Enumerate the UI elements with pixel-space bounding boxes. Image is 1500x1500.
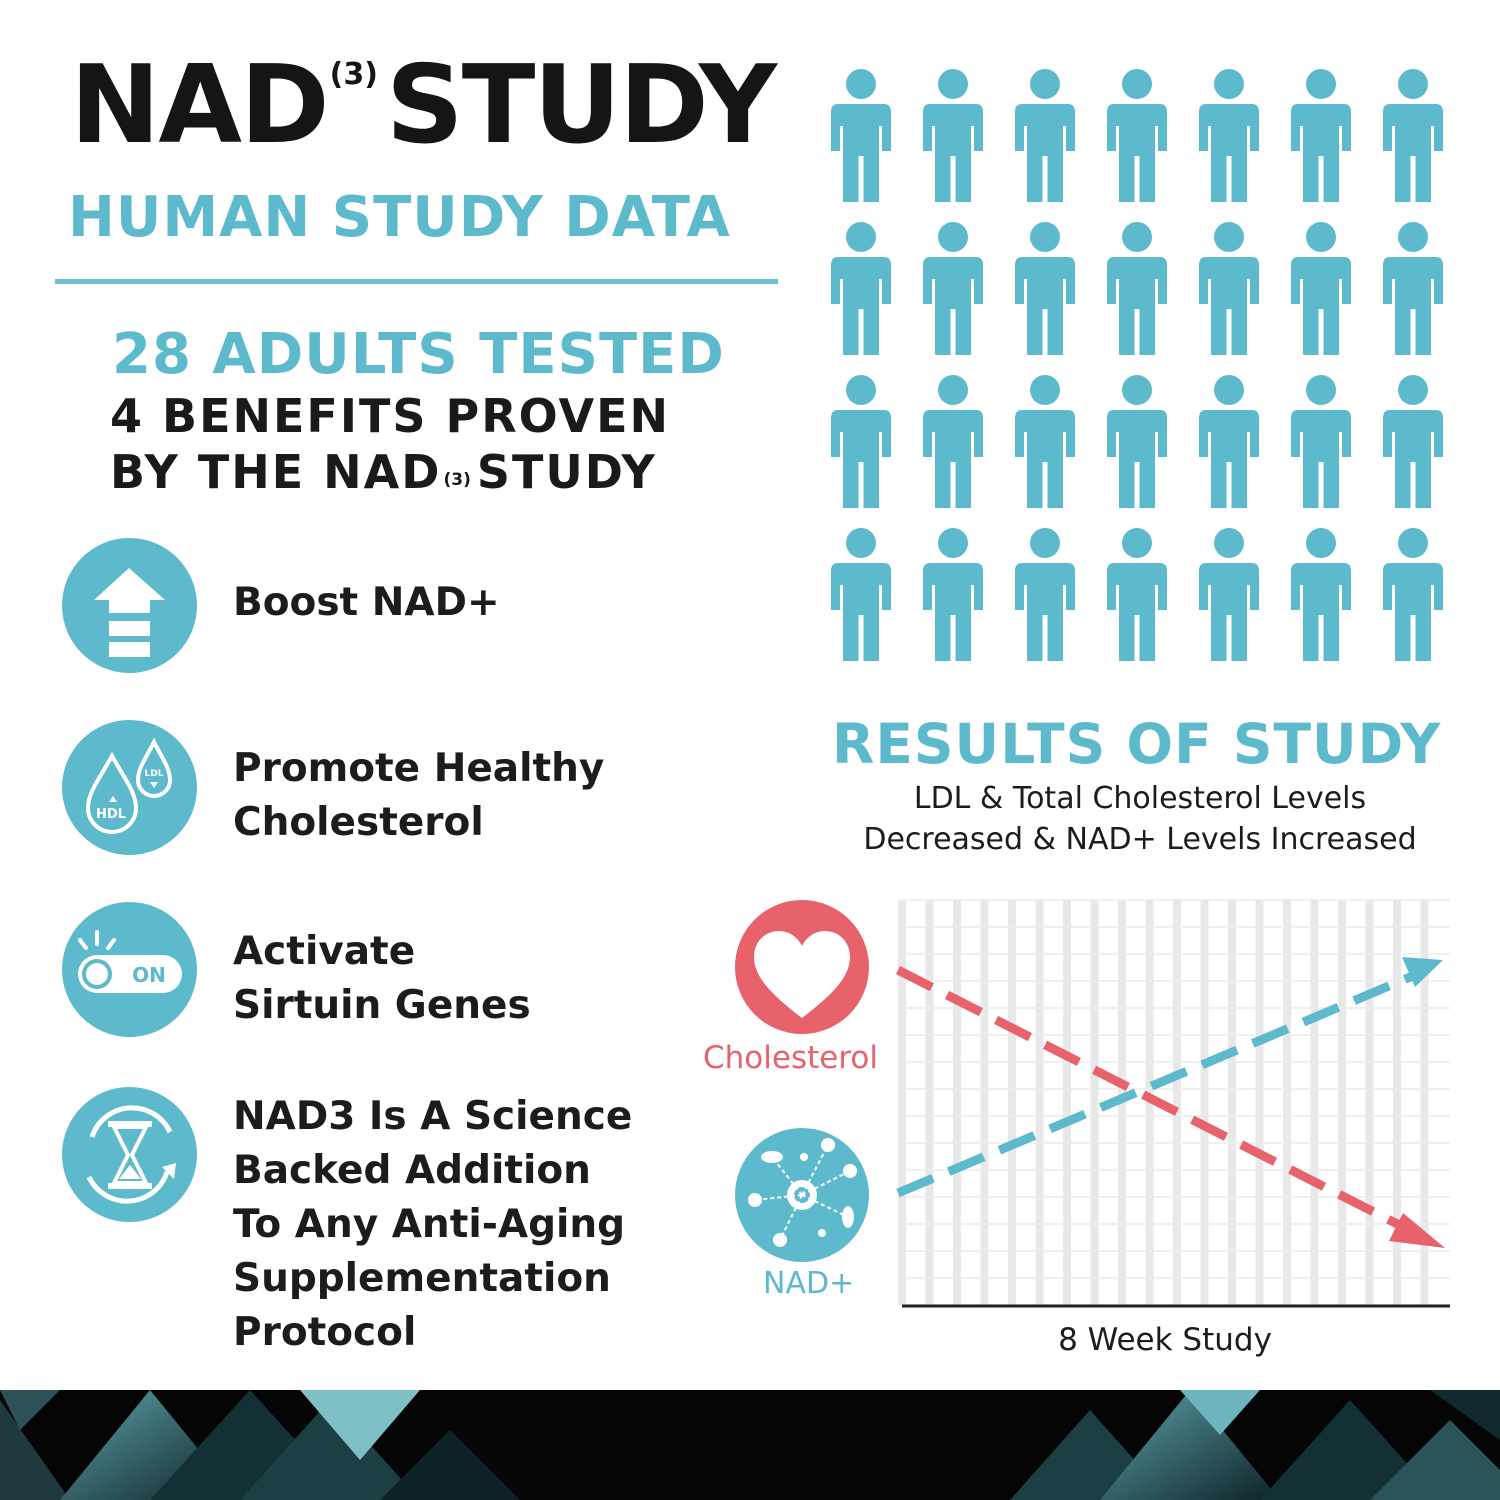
benefits-proven-heading: [110, 388, 670, 500]
arrow-up-icon: [62, 538, 197, 673]
toggle-on-icon: [62, 902, 197, 1037]
person-icon: [1383, 222, 1443, 355]
cholesterol-drops-icon: [62, 720, 197, 855]
results-title: RESULTS OF STUDY: [832, 712, 1442, 776]
nad-label: NAD+: [763, 1266, 855, 1301]
title-superscript: (3): [329, 57, 378, 92]
person-icon: [831, 375, 891, 508]
person-icon: [923, 375, 983, 508]
benefit-sirtuin: [233, 925, 531, 1033]
heart-icon: [735, 900, 869, 1034]
benefit-line: NAD3 Is A Science: [233, 1094, 633, 1139]
proven-line-1: 4 BENEFITS PROVEN: [110, 389, 671, 443]
results-subtitle: [820, 778, 1460, 860]
person-icon: [1383, 375, 1443, 508]
person-icon: [1015, 69, 1075, 202]
proven-line-2: [110, 444, 670, 500]
molecule-icon: [735, 1128, 869, 1262]
footer-pattern: [0, 1390, 1500, 1500]
person-icon: [1291, 69, 1351, 202]
cholesterol-label: Cholesterol: [703, 1040, 878, 1076]
person-icon: [1199, 528, 1259, 661]
person-icon: [923, 69, 983, 202]
proven-line-2-sup: (3): [443, 470, 471, 490]
trend-chart: [700, 895, 1460, 1315]
page-title: [70, 43, 790, 168]
person-icon: [1383, 528, 1443, 661]
divider: [55, 279, 778, 284]
on-text: ON: [132, 963, 166, 987]
person-icon: [1291, 375, 1351, 508]
person-icon: [831, 69, 891, 202]
person-icon: [923, 528, 983, 661]
person-icon: [1107, 375, 1167, 508]
person-icon: [1107, 528, 1167, 661]
person-icon: [1291, 222, 1351, 355]
benefit-line: Backed Addition: [233, 1148, 591, 1193]
person-icon: [1107, 69, 1167, 202]
benefit-line: Protocol: [233, 1310, 417, 1355]
person-icon: [1107, 222, 1167, 355]
results-line-1: LDL & Total Cholesterol Levels: [913, 781, 1367, 816]
proven-line-2-main: BY THE NAD: [110, 445, 442, 499]
page-subtitle: HUMAN STUDY DATA: [68, 185, 731, 250]
benefit-line: Cholesterol: [233, 800, 484, 845]
ldl-text: LDL: [144, 769, 164, 779]
person-icon: [1199, 69, 1259, 202]
results-line-2: Decreased & NAD+ Levels Increased: [863, 822, 1417, 857]
x-axis-label: 8 Week Study: [1058, 1322, 1272, 1358]
benefit-boost-nad: [233, 576, 500, 630]
title-tail: STUDY: [385, 43, 776, 168]
benefit-line: Sirtuin Genes: [233, 983, 531, 1028]
person-icon: [831, 222, 891, 355]
chart-grid: [902, 900, 1450, 1305]
person-icon: [1015, 375, 1075, 508]
title-main: NAD: [70, 43, 328, 168]
benefit-line: Activate: [233, 929, 416, 974]
benefit-line: Promote Healthy: [233, 746, 605, 791]
hourglass-icon: [62, 1087, 197, 1222]
adults-tested-heading: 28 ADULTS TESTED: [112, 322, 725, 387]
person-icon: [923, 222, 983, 355]
person-icon: [1199, 222, 1259, 355]
benefit-healthy-cholesterol: [233, 742, 604, 850]
person-icon: [1015, 222, 1075, 355]
person-icon: [1383, 69, 1443, 202]
hdl-text: HDL: [96, 807, 126, 822]
person-icon: [1015, 528, 1075, 661]
person-icon: [1199, 375, 1259, 508]
benefit-science-backed: [233, 1090, 632, 1360]
people-grid: [820, 60, 1460, 670]
person-icon: [831, 528, 891, 661]
benefit-line: To Any Anti-Aging: [233, 1202, 626, 1247]
benefit-line: Boost NAD+: [233, 580, 500, 625]
person-icon: [1291, 528, 1351, 661]
benefit-line: Supplementation: [233, 1256, 611, 1301]
proven-line-2-tail: STUDY: [476, 445, 657, 499]
